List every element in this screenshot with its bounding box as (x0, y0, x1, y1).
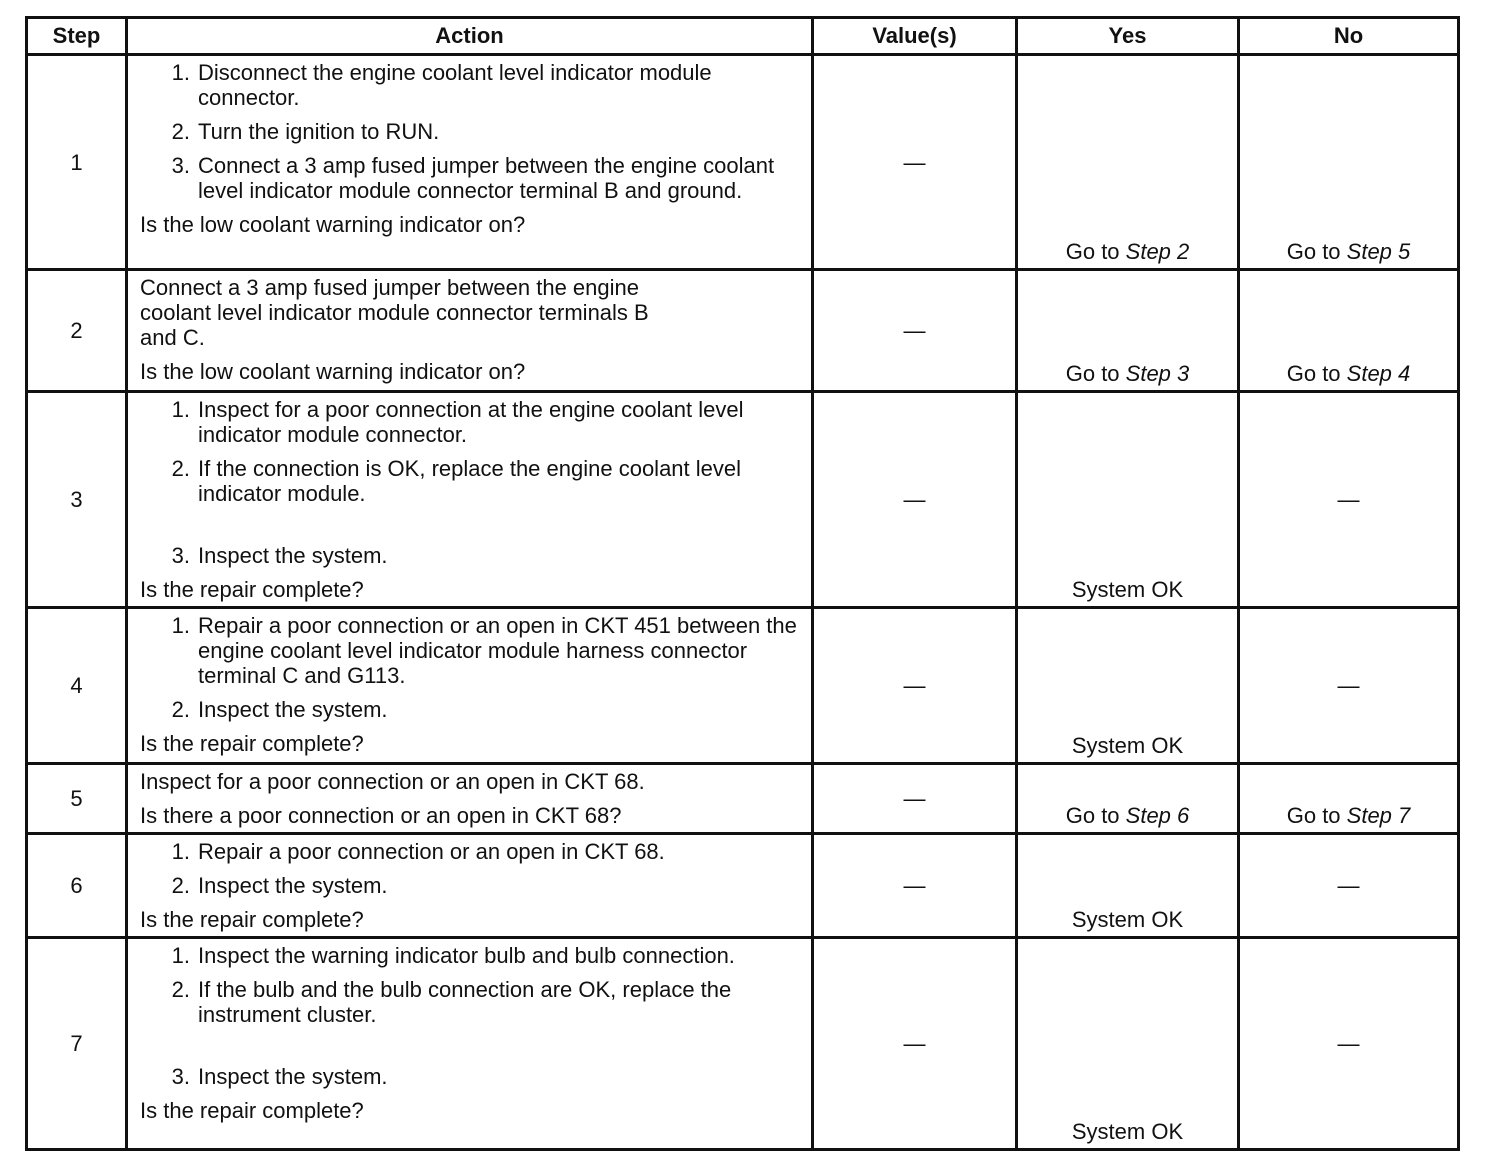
yes-cell: Go to Step 6 (1017, 764, 1239, 834)
action-cell (127, 764, 813, 834)
no-cell: Go to Step 4 (1239, 270, 1459, 392)
action-cell (127, 608, 813, 764)
question-text: Is the repair complete? (140, 731, 364, 756)
table-row (27, 764, 1459, 834)
step-number: 6 (27, 834, 127, 938)
step-number: 3 (27, 392, 127, 608)
value-cell: — (813, 608, 1017, 764)
value-cell: — (813, 270, 1017, 392)
no-cell: — (1239, 834, 1459, 938)
header-action: Action (127, 18, 813, 55)
yes-cell: System OK (1017, 938, 1239, 1150)
yes-cell: Go to Step 3 (1017, 270, 1239, 392)
no-cell: Go to Step 7 (1239, 764, 1459, 834)
table-row (27, 608, 1459, 764)
table-row (27, 55, 1459, 270)
table-row (27, 834, 1459, 938)
table-row (27, 392, 1459, 608)
diagnostic-table (25, 16, 1460, 1151)
question-text: Is the repair complete? (140, 1098, 364, 1123)
list-item: 3. Connect a 3 amp fused jumper between the engine coolant level indicator module connector terminal B and ground. (171, 153, 775, 203)
value-cell: — (813, 392, 1017, 608)
list-item: 1. Disconnect the engine coolant level indicator module connector. (171, 60, 712, 110)
value-cell: — (813, 55, 1017, 270)
value-cell: — (813, 834, 1017, 938)
value-cell: — (813, 764, 1017, 834)
list-item: 3. Inspect the system. (171, 1064, 388, 1089)
action-cell (127, 55, 813, 270)
value-cell: — (813, 938, 1017, 1150)
diagnostic-table-frame (25, 16, 1457, 1151)
yes-cell: System OK (1017, 834, 1239, 938)
step-number: 2 (27, 270, 127, 392)
table-row (27, 270, 1459, 392)
step-number: 7 (27, 938, 127, 1150)
question-text: Is the repair complete? (140, 577, 364, 602)
question-text: Is there a poor connection or an open in CKT 68? (140, 803, 622, 828)
no-cell: — (1239, 608, 1459, 764)
no-cell: — (1239, 938, 1459, 1150)
step-number: 1 (27, 55, 127, 270)
no-cell: — (1239, 392, 1459, 608)
action-cell (127, 834, 813, 938)
step-number: 4 (27, 608, 127, 764)
step-number: 5 (27, 764, 127, 834)
question-text: Is the low coolant warning indicator on? (140, 212, 526, 237)
list-item: 2. If the bulb and the bulb connection are OK, replace the instrument cluster. (171, 977, 732, 1027)
question-text: Is the repair complete? (140, 907, 364, 932)
table-row (27, 938, 1459, 1150)
header-row (27, 18, 1459, 55)
list-item: 1. Repair a poor connection or an open in CKT 451 between the engine coolant level indicator module harness connector terminal C and G113. (171, 613, 797, 688)
yes-cell: System OK (1017, 392, 1239, 608)
list-item: 2. If the connection is OK, replace the engine coolant level indicator module. (171, 456, 742, 506)
no-cell: Go to Step 5 (1239, 55, 1459, 270)
header-values: Value(s) (813, 18, 1017, 55)
yes-cell: Go to Step 2 (1017, 55, 1239, 270)
header-no: No (1239, 18, 1459, 55)
question-text: Is the low coolant warning indicator on? (140, 359, 526, 384)
header-step: Step (27, 18, 127, 55)
list-item: 2. Inspect the system. (171, 697, 388, 722)
action-cell (127, 938, 813, 1150)
list-item: 1. Repair a poor connection or an open in CKT 68. (171, 839, 665, 864)
list-item: 2. Inspect the system. (171, 873, 388, 898)
list-item: 1. Inspect the warning indicator bulb and bulb connection. (171, 943, 735, 968)
yes-cell: System OK (1017, 608, 1239, 764)
action-cell (127, 270, 813, 392)
action-paragraph: Connect a 3 amp fused jumper between the engine coolant level indicator module connector terminals B and C. (140, 275, 649, 350)
header-yes: Yes (1017, 18, 1239, 55)
action-cell (127, 392, 813, 608)
list-item: 2. Turn the ignition to RUN. (171, 119, 440, 144)
action-paragraph: Inspect for a poor connection or an open in CKT 68. (140, 769, 645, 794)
list-item: 1. Inspect for a poor connection at the engine coolant level indicator module connector. (171, 397, 744, 447)
list-item: 3. Inspect the system. (171, 543, 388, 568)
